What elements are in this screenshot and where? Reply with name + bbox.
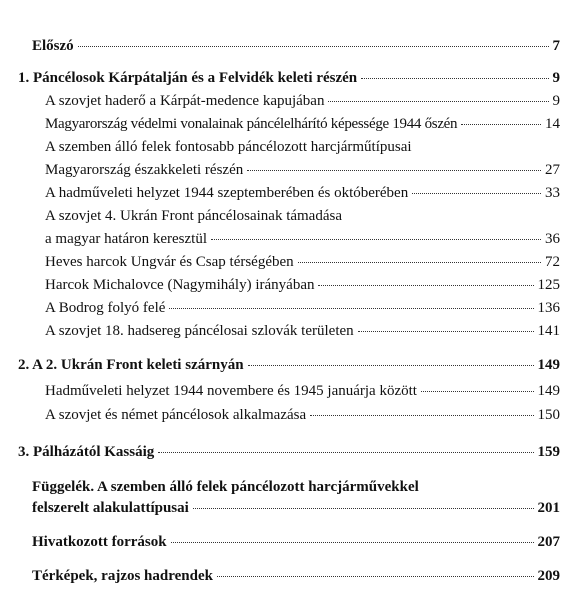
- dot-leader: [361, 77, 548, 79]
- toc-page-number: 125: [537, 277, 560, 293]
- toc-chapter-title: 1. Páncélosok Kárpátalján és a Felvidék keleti részén: [18, 70, 358, 86]
- toc-entry-title: Magyarország északkeleti részén: [45, 162, 244, 178]
- toc-page-number: 9: [552, 70, 560, 86]
- toc-page-number: 36: [545, 231, 560, 247]
- toc-entry: [45, 160, 560, 180]
- toc-entry-title: felszerelt alakulattípusai: [32, 500, 189, 516]
- dot-leader: [158, 451, 533, 453]
- toc-chapter-title: 2. A 2. Ukrán Front keleti szárnyán: [18, 357, 244, 373]
- toc-page-number: 9: [552, 93, 560, 109]
- toc-chapter-title: 3. Pálházától Kassáig: [18, 444, 155, 460]
- dot-leader: [318, 284, 533, 286]
- toc-entry-title: Magyarország védelmi vonalainak páncélelhárító képessége 1944 őszén: [45, 116, 458, 132]
- dot-leader: [461, 123, 541, 125]
- toc-entry-title: Hivatkozott források: [32, 534, 167, 550]
- toc-chapter-1: [18, 68, 560, 88]
- toc-page-number: 141: [537, 323, 560, 339]
- toc-page-number: 201: [537, 500, 560, 516]
- toc-entry-maps: [32, 566, 560, 586]
- toc-entry-title: A szovjet haderő a Kárpát-medence kapujában: [45, 93, 325, 109]
- toc-page-number: 136: [537, 300, 560, 316]
- toc-page-number: 209: [537, 568, 560, 584]
- toc-entry: [45, 114, 560, 134]
- toc-entry-foreword: [32, 36, 560, 56]
- dot-leader: [328, 100, 548, 102]
- dot-leader: [298, 261, 541, 263]
- toc-entry-sources: [32, 532, 560, 552]
- dot-leader: [310, 414, 533, 416]
- toc-page-number: 159: [537, 444, 560, 460]
- toc-entry-title: Előszó: [32, 38, 74, 54]
- toc-entry-title: A hadműveleti helyzet 1944 szeptemberében és októberében: [45, 185, 409, 201]
- toc-entry: [45, 137, 560, 157]
- toc-page-number: 72: [545, 254, 560, 270]
- dot-leader: [78, 45, 549, 47]
- toc-entry-title: Heves harcok Ungvár és Csap térségében: [45, 254, 294, 270]
- dot-leader: [247, 169, 541, 171]
- toc-entry-title: A szovjet és német páncélosok alkalmazása: [45, 407, 307, 423]
- toc-entry: [45, 321, 560, 341]
- dot-leader: [193, 507, 534, 509]
- dot-leader: [169, 307, 533, 309]
- toc-entry-title: Harcok Michalovce (Nagymihály) irányában: [45, 277, 315, 293]
- dot-leader: [358, 330, 534, 332]
- dot-leader: [248, 364, 534, 366]
- toc-entry-appendix-line1: [32, 477, 560, 497]
- toc-page-number: 149: [537, 357, 560, 373]
- toc-entry: [45, 206, 560, 226]
- toc-entry: [45, 91, 560, 111]
- toc-page-number: 33: [545, 185, 560, 201]
- toc-page-number: 14: [545, 116, 560, 132]
- dot-leader: [421, 390, 534, 392]
- toc-entry: [45, 381, 560, 401]
- toc-page-number: 150: [537, 407, 560, 423]
- toc-chapter-2: [18, 355, 560, 375]
- toc-entry-title: Függelék. A szemben álló felek páncélozott harcjárművekkel: [32, 479, 419, 495]
- toc-entry-title: A Bodrog folyó felé: [45, 300, 166, 316]
- toc-entry: [45, 183, 560, 203]
- toc-entry-title: A szovjet 4. Ukrán Front páncélosainak támadása: [45, 208, 342, 224]
- toc-entry-title: A szemben álló felek fontosabb páncélozott harcjárműtípusai: [45, 139, 412, 155]
- toc-page-number: 207: [537, 534, 560, 550]
- toc-entry: [45, 252, 560, 272]
- toc-entry: [45, 298, 560, 318]
- toc-entry: [45, 229, 560, 249]
- toc-page-number: 7: [552, 38, 560, 54]
- toc-page-number: 149: [537, 383, 560, 399]
- dot-leader: [217, 575, 534, 577]
- dot-leader: [412, 192, 541, 194]
- toc-entry-title: Hadműveleti helyzet 1944 novembere és 1945 januárja között: [45, 383, 417, 399]
- dot-leader: [211, 238, 541, 240]
- toc-entry-title: A szovjet 18. hadsereg páncélosai szlovák területen: [45, 323, 354, 339]
- toc-chapter-3: [18, 442, 560, 462]
- toc-entry-title: a magyar határon keresztül: [45, 231, 208, 247]
- toc-entry: [45, 275, 560, 295]
- toc-page-number: 27: [545, 162, 560, 178]
- toc-entry-title: Térképek, rajzos hadrendek: [32, 568, 213, 584]
- dot-leader: [171, 541, 534, 543]
- toc-entry: [45, 405, 560, 425]
- toc-entry-appendix: [32, 498, 560, 518]
